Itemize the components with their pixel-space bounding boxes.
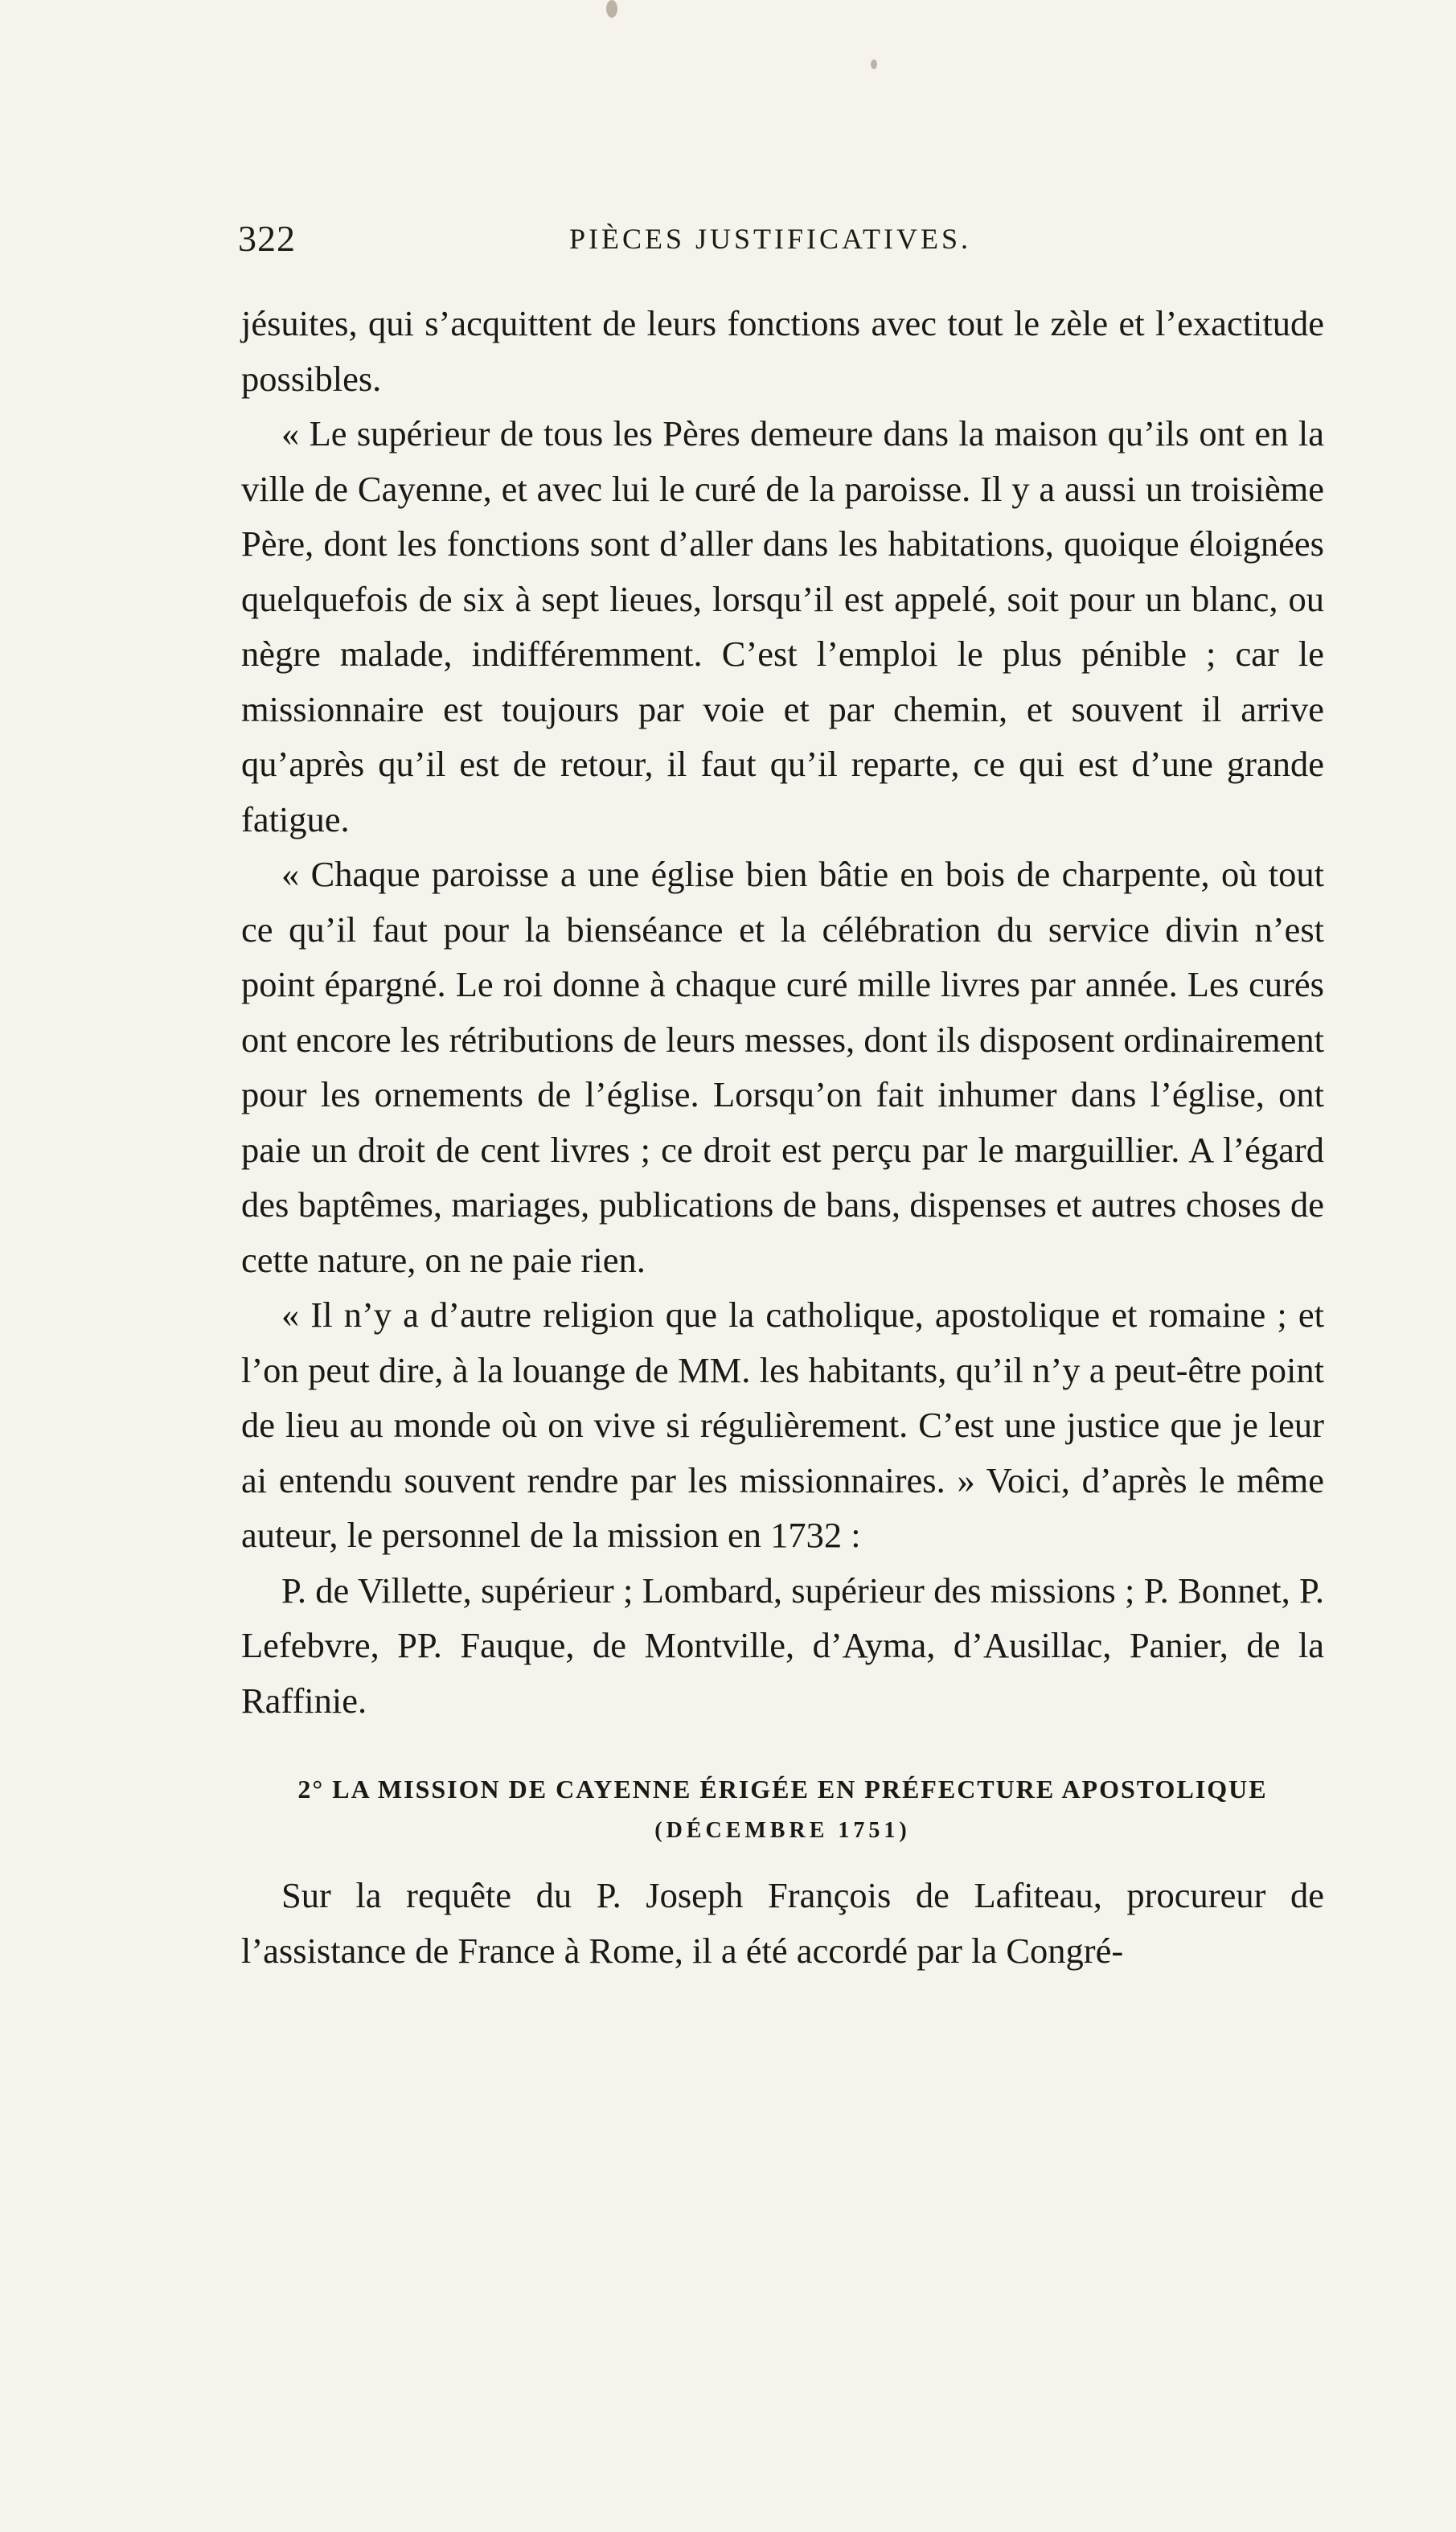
paragraph-superieur: « Le supérieur de tous les Pères demeure dans la maison qu’ils ont en la ville de Cayenne, et avec lui le curé de la paroisse. Il y a aussi un troisième Père, dont les fonctions sont d’aller dans les habitations, quoique éloignées quelquefois de six à sept lieues, lorsqu’il est appelé, soit pour un blanc, ou nègre malade, indifféremment. C’est l’emploi le plus pénible ; car le missionnaire est toujours par voie et par chemin, et souvent il arrive qu’après qu’il est de retour, il faut qu’il reparte, ce qui est d’une grande fatigue. bbox=[241, 413, 1324, 839]
body-text bbox=[241, 296, 1324, 1978]
paragraph-religion: « Il n’y a d’autre religion que la catholique, apostolique et romaine ; et l’on peut dire, à la louange de MM. les habitants, qu’il n’y a peut-être point de lieu au monde où on vive si régulièrement. C’est une justice que je leur ai entendu souvent rendre par les missionnaires. » Voici, d’après le même auteur, le personnel de la mission en 1732 : bbox=[241, 1295, 1324, 1555]
paragraph-paroisse: « Chaque paroisse a une église bien bâtie en bois de charpente, où tout ce qu’il faut pour la bienséance et la célébration du service divin n’est point épargné. Le roi donne à chaque curé mille livres par année. Les curés ont encore les rétributions de leurs messes, dont ils disposent ordinairement pour les ornements de l’église. Lorsqu’on fait inhumer dans l’église, ont paie un droit de cent livres ; ce droit est perçu par le marguillier. A l’égard des baptêmes, mariages, publications de bans, dispenses et autres choses de cette nature, on ne paie rien. bbox=[241, 854, 1324, 1280]
section-heading: 2° LA MISSION DE CAYENNE ÉRIGÉE EN PRÉFECTURE APOSTOLIQUE bbox=[297, 1775, 1268, 1804]
personnel-list: P. de Villette, supérieur ; Lombard, supérieur des missions ; P. Bonnet, P. Lefebvre, PP. Fauque, de Montville, d’Ayma, d’Ausillac, Panier, de la Raffinie. bbox=[241, 1570, 1324, 1721]
paper-speck bbox=[871, 60, 877, 69]
paragraph-continuation: jésuites, qui s’acquittent de leurs fonctions avec tout le zèle et l’exactitude possibles. bbox=[241, 303, 1324, 399]
paper-speck bbox=[606, 0, 617, 18]
section-date: (DÉCEMBRE 1751) bbox=[654, 1818, 911, 1843]
paragraph-requete: Sur la requête du P. Joseph François de Lafiteau, procureur de l’assistance de France à Rome, il a été accordé par la Congré- bbox=[241, 1875, 1324, 1971]
running-head: PIÈCES JUSTIFICATIVES. bbox=[569, 223, 972, 255]
page-number: 322 bbox=[238, 218, 296, 259]
page-header bbox=[238, 217, 1323, 273]
